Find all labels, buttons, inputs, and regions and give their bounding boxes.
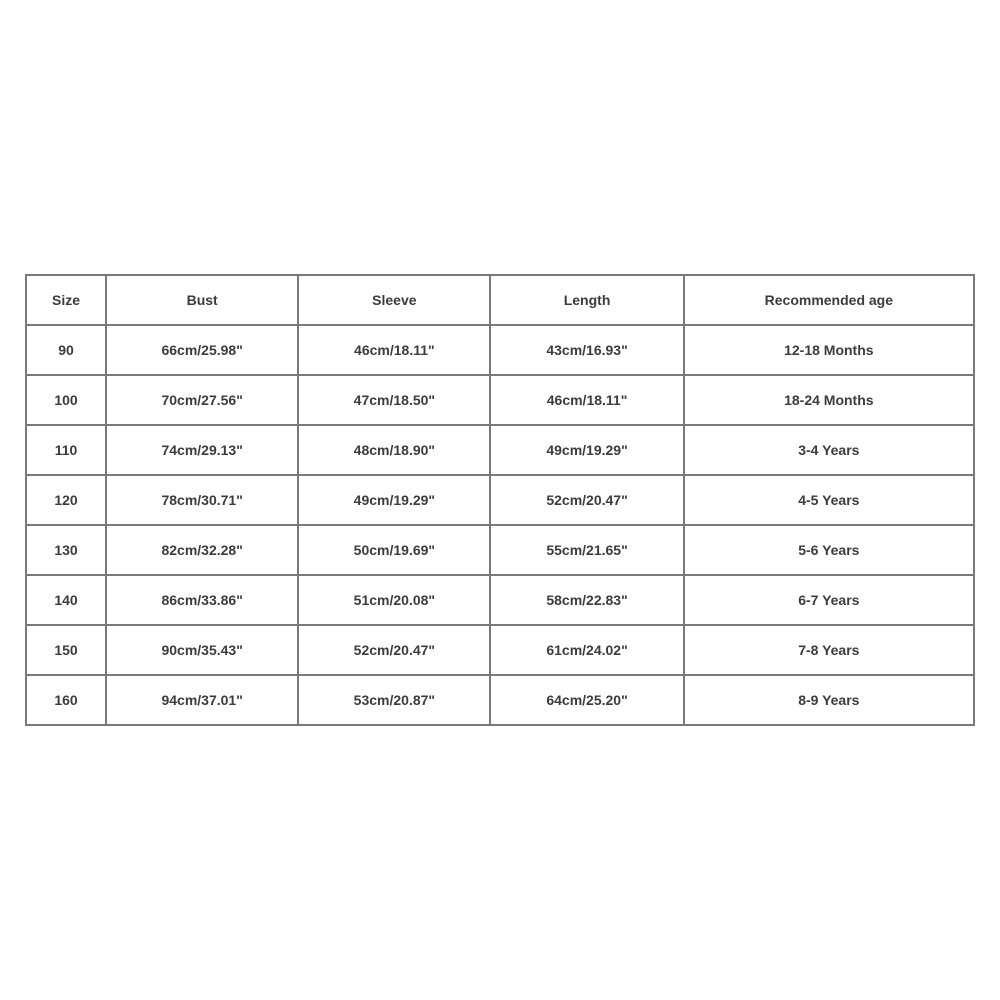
cell-length: 64cm/25.20" bbox=[491, 676, 684, 726]
header-length: Length bbox=[491, 276, 684, 326]
cell-recommended-age: 8-9 Years bbox=[685, 676, 975, 726]
cell-length: 55cm/21.65" bbox=[491, 526, 684, 576]
cell-size: 150 bbox=[27, 626, 107, 676]
cell-sleeve: 46cm/18.11" bbox=[299, 326, 491, 376]
cell-bust: 86cm/33.86" bbox=[107, 576, 299, 626]
cell-length: 49cm/19.29" bbox=[491, 426, 684, 476]
cell-length: 46cm/18.11" bbox=[491, 376, 684, 426]
cell-recommended-age: 4-5 Years bbox=[685, 476, 975, 526]
cell-length: 58cm/22.83" bbox=[491, 576, 684, 626]
header-size: Size bbox=[27, 276, 107, 326]
cell-sleeve: 47cm/18.50" bbox=[299, 376, 491, 426]
size-chart-table bbox=[25, 274, 975, 726]
cell-bust: 66cm/25.98" bbox=[107, 326, 299, 376]
cell-sleeve: 52cm/20.47" bbox=[299, 626, 491, 676]
table-row bbox=[27, 576, 975, 626]
cell-recommended-age: 7-8 Years bbox=[685, 626, 975, 676]
cell-recommended-age: 18-24 Months bbox=[685, 376, 975, 426]
cell-sleeve: 48cm/18.90" bbox=[299, 426, 491, 476]
table-row bbox=[27, 376, 975, 426]
cell-bust: 94cm/37.01" bbox=[107, 676, 299, 726]
cell-sleeve: 50cm/19.69" bbox=[299, 526, 491, 576]
table-header-row bbox=[27, 276, 975, 326]
cell-bust: 90cm/35.43" bbox=[107, 626, 299, 676]
cell-size: 130 bbox=[27, 526, 107, 576]
cell-size: 100 bbox=[27, 376, 107, 426]
cell-length: 43cm/16.93" bbox=[491, 326, 684, 376]
cell-recommended-age: 3-4 Years bbox=[685, 426, 975, 476]
cell-bust: 74cm/29.13" bbox=[107, 426, 299, 476]
cell-size: 140 bbox=[27, 576, 107, 626]
table-row bbox=[27, 526, 975, 576]
table-row bbox=[27, 676, 975, 726]
cell-bust: 82cm/32.28" bbox=[107, 526, 299, 576]
header-bust: Bust bbox=[107, 276, 299, 326]
table-row bbox=[27, 426, 975, 476]
cell-recommended-age: 6-7 Years bbox=[685, 576, 975, 626]
cell-recommended-age: 12-18 Months bbox=[685, 326, 975, 376]
table-row bbox=[27, 326, 975, 376]
cell-size: 160 bbox=[27, 676, 107, 726]
cell-size: 90 bbox=[27, 326, 107, 376]
cell-recommended-age: 5-6 Years bbox=[685, 526, 975, 576]
cell-sleeve: 49cm/19.29" bbox=[299, 476, 491, 526]
cell-sleeve: 53cm/20.87" bbox=[299, 676, 491, 726]
cell-length: 52cm/20.47" bbox=[491, 476, 684, 526]
cell-size: 120 bbox=[27, 476, 107, 526]
table-row bbox=[27, 626, 975, 676]
cell-length: 61cm/24.02" bbox=[491, 626, 684, 676]
cell-sleeve: 51cm/20.08" bbox=[299, 576, 491, 626]
cell-size: 110 bbox=[27, 426, 107, 476]
header-recommended-age: Recommended age bbox=[685, 276, 975, 326]
cell-bust: 78cm/30.71" bbox=[107, 476, 299, 526]
table-row bbox=[27, 476, 975, 526]
cell-bust: 70cm/27.56" bbox=[107, 376, 299, 426]
header-sleeve: Sleeve bbox=[299, 276, 491, 326]
